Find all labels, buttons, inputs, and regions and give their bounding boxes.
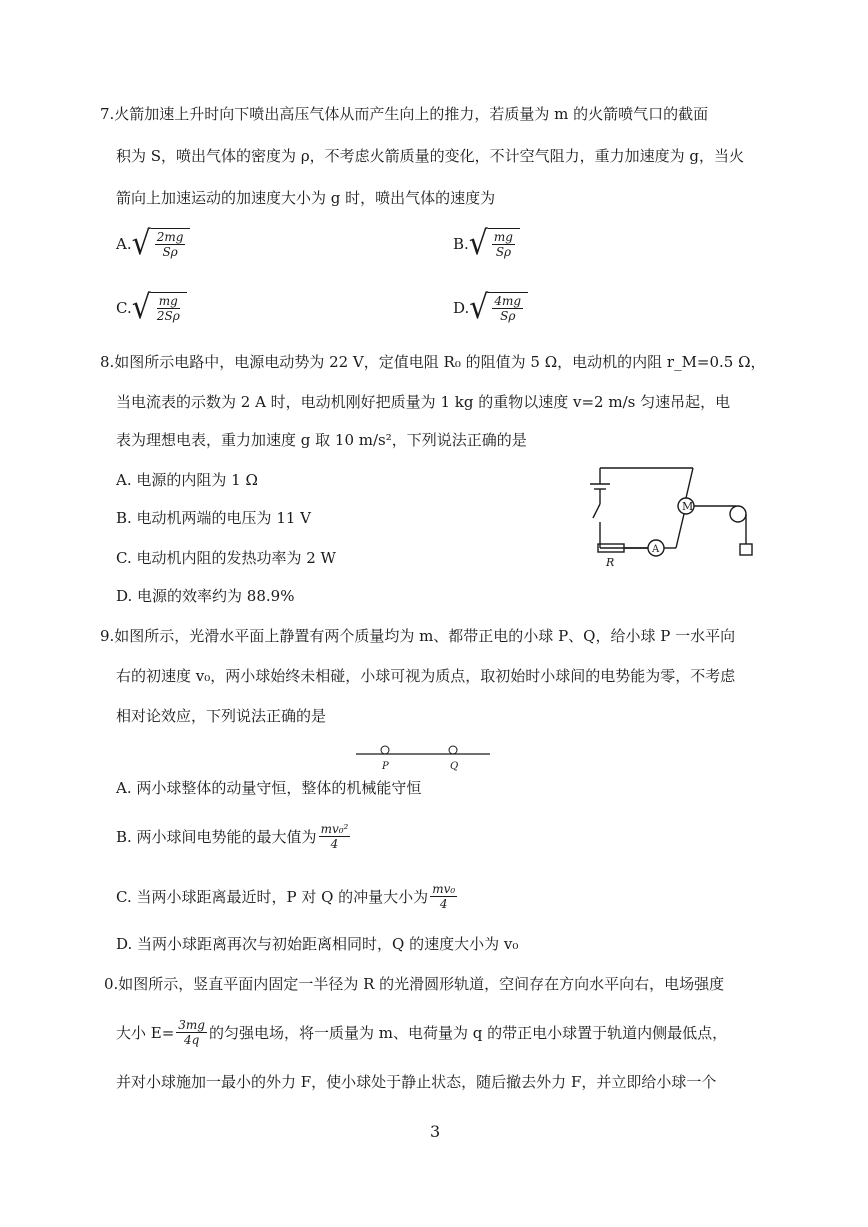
q8-option-d: D. 电源的效率约为 88.9% xyxy=(116,587,295,605)
q7-line2: 积为 S，喷出气体的密度为 ρ，不考虑火箭质量的变化，不计空气阻力，重力加速度为 g，当火 xyxy=(116,147,745,165)
sqrt-expression: √ $\frac{2mg}{S\rho}$ xyxy=(132,228,191,259)
q7-line1: 7.火箭加速上升时向下喷出高压气体从而产生向上的推力，若质量为 m 的火箭喷气口的截面 xyxy=(100,105,709,123)
page-number: 3 xyxy=(430,1122,441,1141)
q10-line1: 0.如图所示，竖直平面内固定一半径为 R 的光滑圆形轨道，空间存在方向水平向右，电场强度 xyxy=(104,975,725,993)
sqrt-expression: √ $\frac{mg}{2S\rho}$ xyxy=(132,292,187,323)
switch-lever xyxy=(593,504,600,518)
q9-line2: 右的初速度 v₀，两小球始终未相碰，小球可视为质点，取初始时小球间的电势能为零，不考虑 xyxy=(116,667,736,685)
sqrt-expression: √ $\frac{mg}{S\rho}$ xyxy=(469,228,520,259)
circuit-diagram xyxy=(578,462,756,574)
q10-line3: 并对小球施加一最小的外力 F，使小球处于静止状态，随后撤去外力 F，并立即给小球一个 xyxy=(116,1073,717,1091)
two-balls-figure xyxy=(352,738,496,774)
ball-p xyxy=(381,746,389,754)
q9-option-c: C. 当两小球距离最近时，P 对 Q 的冲量大小为 $\frac{\text{mv₀}}{4}$ xyxy=(116,882,456,911)
q8-option-c: C. 电动机内阻的发热功率为 2 W xyxy=(116,549,336,567)
q9-option-b: B. 两小球间电势能的最大值为 $\frac{\text{mv₀²}}{4}$ xyxy=(116,822,349,851)
q9-option-a: A. 两小球整体的动量守恒，整体的机械能守恒 xyxy=(116,779,422,797)
fraction: $\frac{3mg}{4q}$ xyxy=(178,1018,205,1047)
q8-option-a: A. 电源的内阻为 1 Ω xyxy=(116,471,258,489)
q7-option-a: A. √ $\frac{2mg}{S\rho}$ xyxy=(116,228,190,259)
q9-line3: 相对论效应，下列说法正确的是 xyxy=(116,707,327,725)
ball-q xyxy=(449,746,457,754)
q7-option-c: C. √ $\frac{mg}{2S\rho}$ xyxy=(116,292,187,323)
ball-q-label: Q xyxy=(450,761,459,772)
q9-option-d: D. 当两小球距离再次与初始距离相同时，Q 的速度大小为 v₀ xyxy=(116,935,519,953)
q9-line1: 9.如图所示，光滑水平面上静置有两个质量均为 m、都带正电的小球 P、Q，给小球 P 一水平向 xyxy=(100,627,736,645)
q8-option-b: B. 电动机两端的电压为 11 V xyxy=(116,509,312,527)
q10-line2: 大小 E= $\frac{3mg}{4q}$ 的匀强电场，将一质量为 m、电荷量为 q 的带正电小球置于轨道内侧最低点， xyxy=(116,1018,728,1047)
ammeter-label: A xyxy=(652,544,660,555)
q8-line1: 8.如图所示电路中，电源电动势为 22 V，定值电阻 R₀ 的阻值为 5 Ω，电动机的内阻 r_M=0.5 Ω， xyxy=(100,353,766,371)
q7-option-b: B. √ $\frac{mg}{S\rho}$ xyxy=(453,228,520,259)
q8-line2: 当电流表的示数为 2 A 时，电动机刚好把质量为 1 kg 的重物以速度 v=2 m/s 匀速吊起，电 xyxy=(116,393,731,411)
fraction: $\frac{\text{mv₀}}{4}$ xyxy=(432,882,456,911)
ball-p-label: P xyxy=(382,761,389,772)
q7-option-d: D. √ $\frac{4mg}{S\rho}$ xyxy=(453,292,528,323)
motor-label: M xyxy=(682,500,694,513)
resistor-label: R xyxy=(606,556,615,569)
fraction: $\frac{\text{mv₀²}}{4}$ xyxy=(320,822,349,851)
pulley xyxy=(730,506,746,522)
q8-line3: 表为理想电表，重力加速度 g 取 10 m/s²，下列说法正确的是 xyxy=(116,431,527,449)
q7-line3: 箭向上加速运动的加速度大小为 g 时，喷出气体的速度为 xyxy=(116,189,496,207)
sqrt-expression: √ $\frac{4mg}{S\rho}$ xyxy=(469,292,528,323)
weight-block xyxy=(740,544,752,555)
